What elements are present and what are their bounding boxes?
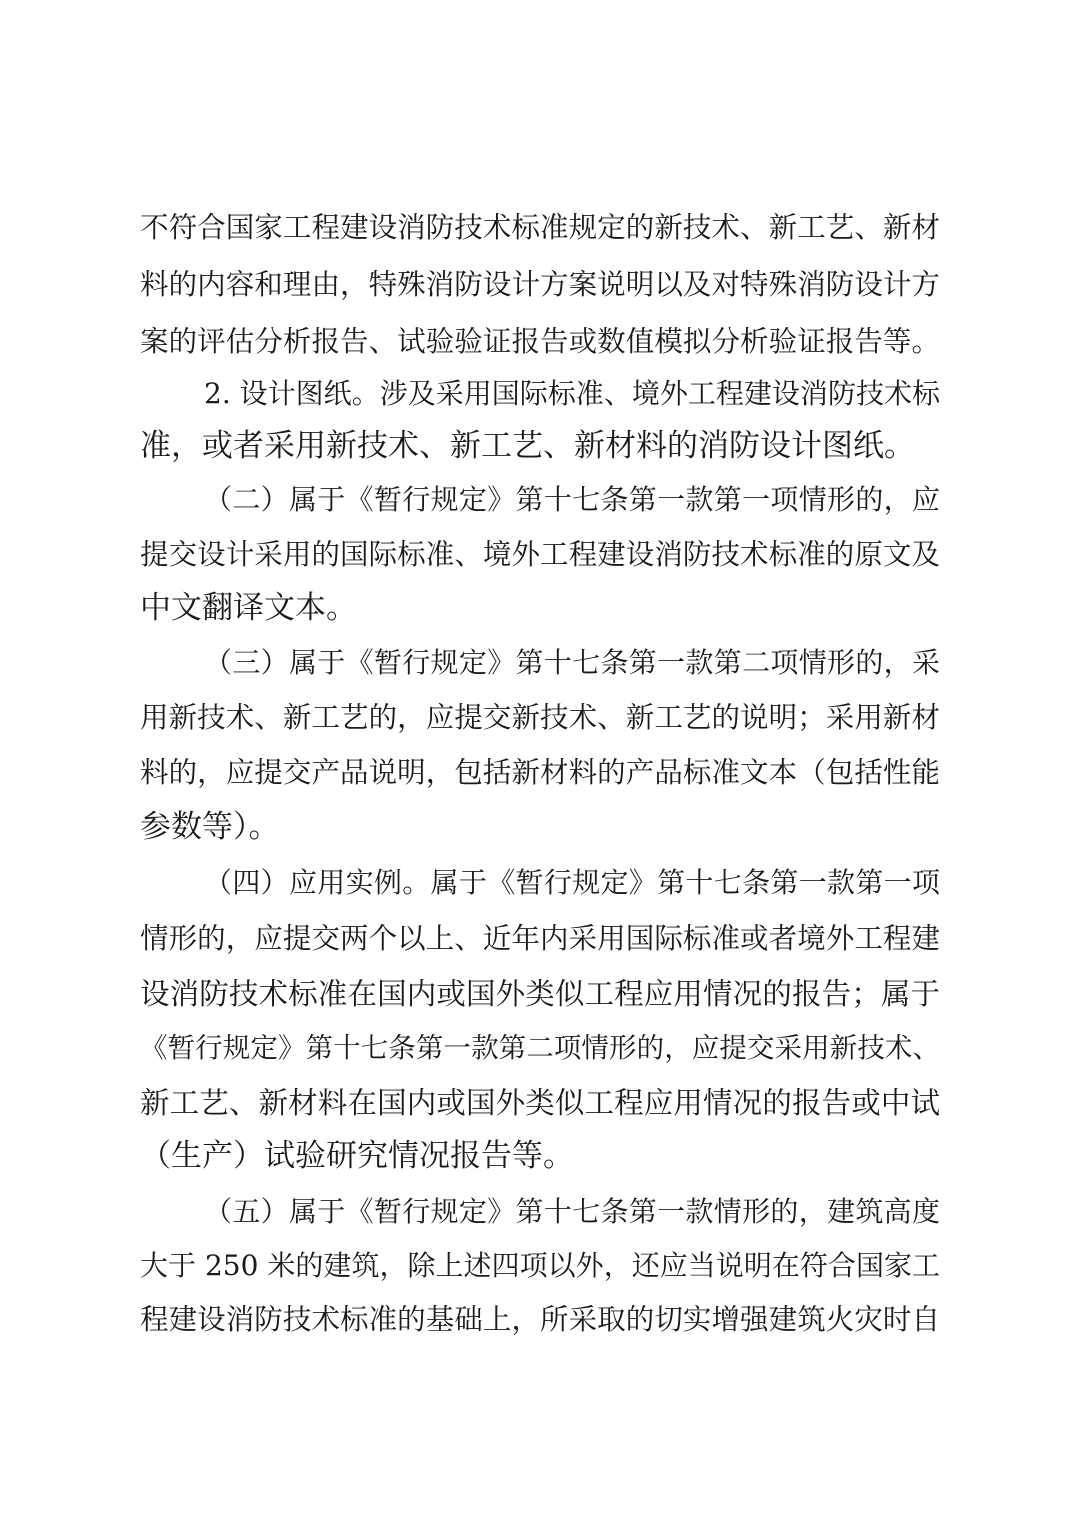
text-line-8: 中文翻译文本。: [140, 590, 357, 626]
text-line-9: （三）属于《暂行规定》第十七条第一款第二项情形的，采: [204, 646, 940, 679]
text-line-16: 《暂行规定》第十七条第一款第二项情形的，应提交采用新技术、: [140, 1032, 940, 1064]
text-line-18: （生产）试验研究情况报告等。: [140, 1138, 574, 1174]
text-line-21: 程建设消防技术标准的基础上，所采取的切实增强建筑火灾时自: [140, 1303, 940, 1336]
text-line-12: 参数等）。: [140, 809, 280, 845]
text-line-7: 提交设计采用的国际标准、境外工程建设消防技术标准的原文及: [140, 538, 940, 571]
text-line-19: （五）属于《暂行规定》第十七条第一款情形的，建筑高度: [204, 1195, 940, 1228]
text-line-11: 料的，应提交产品说明，包括新材料的产品标准文本（包括性能: [140, 756, 940, 789]
text-line-1: 不符合国家工程建设消防技术标准规定的新技术、新工艺、新材: [140, 211, 940, 244]
text-line-14: 情形的，应提交两个以上、近年内采用国际标准或者境外工程建: [140, 922, 940, 955]
text-line-15: 设消防技术标准在国内或国外类似工程应用情况的报告；属于: [140, 977, 940, 1011]
text-line-2: 料的内容和理由，特殊消防设计方案说明以及对特殊消防设计方: [140, 268, 940, 301]
text-line-4: 2. 设计图纸。涉及采用国际标准、境外工程建设消防技术标: [204, 377, 940, 410]
text-line-6: （二）属于《暂行规定》第十七条第一款第一项情形的，应: [204, 483, 940, 516]
text-line-20: 大于 250 米的建筑，除上述四项以外，还应当说明在符合国家工: [140, 1249, 940, 1282]
text-line-3: 案的评估分析报告、试验验证报告或数值模拟分析验证报告等。: [140, 325, 940, 358]
text-line-5: 准，或者采用新技术、新工艺、新材料的消防设计图纸。: [140, 428, 915, 464]
text-line-10: 用新技术、新工艺的，应提交新技术、新工艺的说明；采用新材: [140, 701, 940, 734]
text-line-17: 新工艺、新材料在国内或国外类似工程应用情况的报告或中试: [140, 1086, 940, 1120]
text-line-13: （四）应用实例。属于《暂行规定》第十七条第一款第一项: [204, 866, 940, 899]
